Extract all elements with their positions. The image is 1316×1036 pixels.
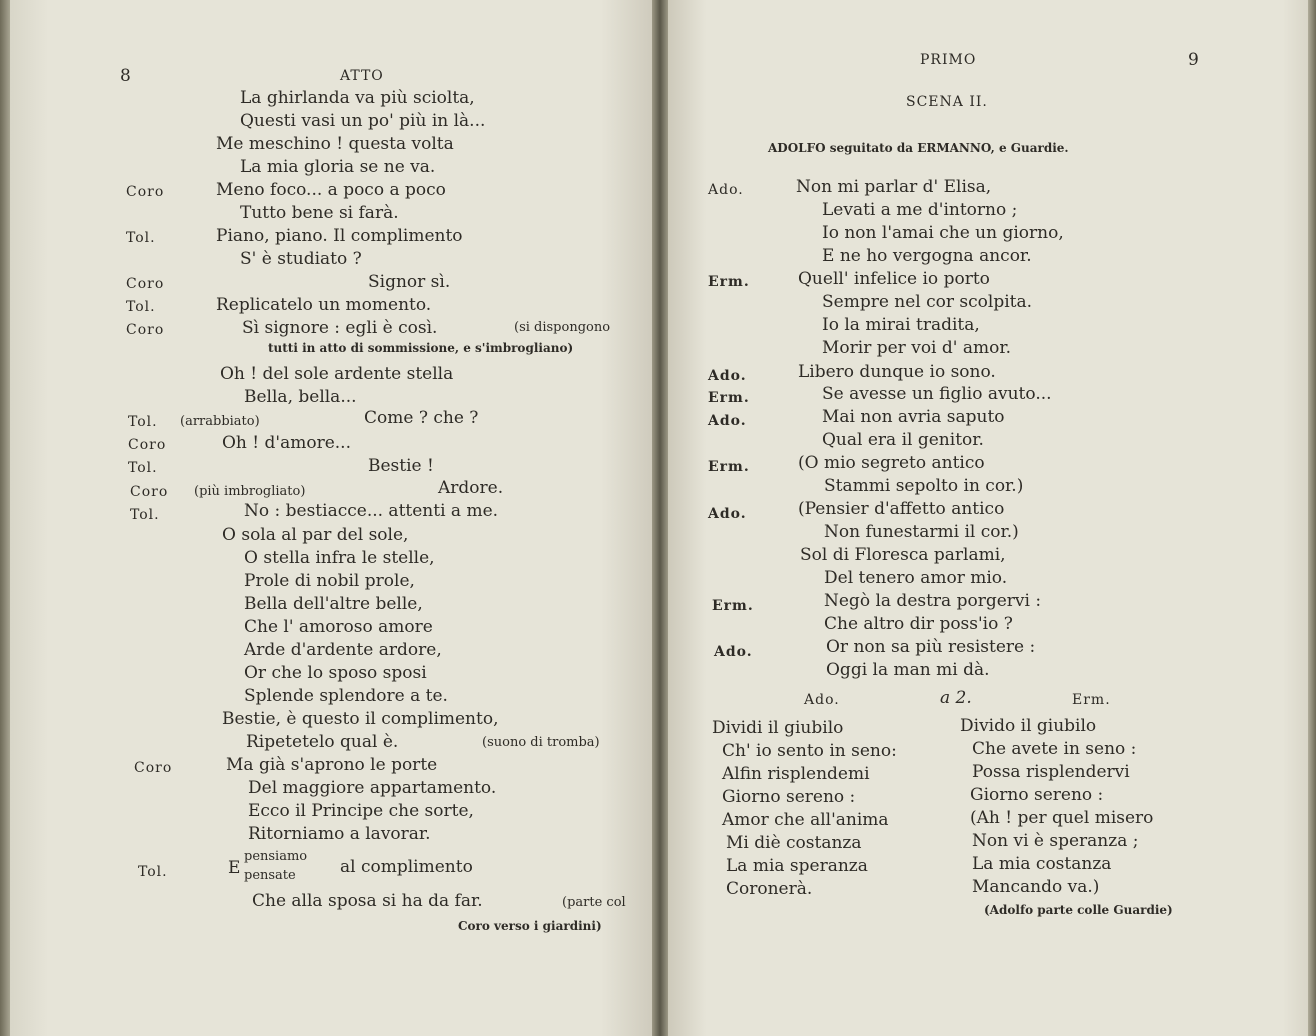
speaker-label: Tol.	[138, 864, 168, 880]
speaker-label: Ado.	[714, 644, 753, 660]
speaker-label: Tol.	[128, 414, 158, 430]
verse-line: Che alla sposa si ha da far.	[252, 891, 483, 911]
speaker-label: Ado.	[708, 368, 747, 384]
verse-line: Io la mirai tradita,	[822, 315, 980, 335]
verse-line: Me meschino ! questa volta	[216, 134, 454, 154]
duet-line-right: Giorno sereno :	[970, 785, 1104, 805]
duet-line-right: Non vi è speranza ;	[972, 831, 1139, 851]
verse-line: Oggi la man mi dà.	[826, 660, 990, 680]
stage-direction: ADOLFO seguitato da ERMANNO, e Guardie.	[768, 141, 1069, 155]
verse-line: Io non l'amai che un giorno,	[822, 223, 1064, 243]
verse-line: E ne ho vergogna ancor.	[822, 246, 1032, 266]
duet-line-left: Mi diè costanza	[726, 833, 862, 853]
verse-line: Non mi parlar d' Elisa,	[796, 177, 992, 197]
speaker-label: Erm.	[708, 459, 750, 475]
duet-line-right: La mia costanza	[972, 854, 1112, 874]
speaker-label: Tol.	[128, 460, 158, 476]
speaker-label: Erm.	[712, 598, 754, 614]
verse-line: Qual era il genitor.	[822, 430, 984, 450]
verse-line: Del tenero amor mio.	[824, 568, 1008, 588]
duet-line-left: Alfin risplendemi	[722, 764, 870, 784]
duet-line-right: Possa risplendervi	[972, 762, 1130, 782]
verse-line: Sempre nel cor scolpita.	[822, 292, 1033, 312]
verse-line: S' è studiato ?	[240, 249, 362, 269]
verse-line: E	[228, 858, 241, 878]
speaker-label: Coro	[126, 276, 165, 292]
book-edge-left	[0, 0, 10, 1036]
duet-line-left: La mia speranza	[726, 856, 868, 876]
verse-line: Sì signore : egli è così.	[242, 318, 438, 338]
verse-line: Arde d'ardente ardore,	[244, 640, 442, 660]
verse-line: Piano, piano. Il complimento	[216, 226, 463, 246]
verse-variant: pensate	[244, 868, 296, 883]
speaker-label: Tol.	[130, 507, 160, 523]
verse-line: Meno foco... a poco a poco	[216, 180, 446, 200]
verse-line: Mai non avria saputo	[822, 407, 1005, 427]
duet-marker: a 2.	[940, 688, 972, 708]
verse-line: Quell' infelice io porto	[798, 269, 990, 289]
verse-line: (O mio segreto antico	[798, 453, 985, 473]
stage-direction: (suono di tromba)	[482, 735, 600, 750]
verse-line: Libero dunque io sono.	[798, 362, 996, 382]
verse-line: Se avesse un figlio avuto...	[822, 384, 1052, 404]
speaker-label: Ado.	[708, 182, 744, 198]
verse-line: Ecco il Principe che sorte,	[248, 801, 474, 821]
book-edge-right	[1308, 0, 1316, 1036]
running-head: PRIMO	[920, 52, 977, 68]
duet-line-left: Coronerà.	[726, 879, 813, 899]
verse-line: Bella, bella...	[244, 387, 357, 407]
verse-line: No : bestiacce... attenti a me.	[244, 501, 499, 521]
stage-direction: (Adolfo parte colle Guardie)	[984, 903, 1173, 917]
verse-line: Levati a me d'intorno ;	[822, 200, 1018, 220]
stage-direction: Coro verso i giardini)	[458, 919, 602, 933]
verse-line: Che l' amoroso amore	[244, 617, 433, 637]
right-page	[668, 0, 1308, 1036]
duet-line-left: Giorno sereno :	[722, 787, 856, 807]
verse-line: al complimento	[340, 857, 473, 877]
speaker-label: Coro	[130, 484, 169, 500]
verse-line: Ma già s'aprono le porte	[226, 755, 438, 775]
verse-line: Stammi sepolto in cor.)	[824, 476, 1024, 496]
verse-line: O sola al par del sole,	[222, 525, 409, 545]
duet-line-left: Ch' io sento in seno:	[722, 741, 897, 761]
verse-line: Ardore.	[438, 478, 504, 498]
verse-line: Oh ! del sole ardente stella	[220, 364, 454, 384]
verse-line: O stella infra le stelle,	[244, 548, 435, 568]
verse-line: Morir per voi d' amor.	[822, 338, 1012, 358]
stage-direction: (più imbrogliato)	[194, 484, 306, 499]
page-number: 9	[1188, 50, 1199, 70]
verse-line: Prole di nobil prole,	[244, 571, 415, 591]
stage-direction: (parte col	[562, 895, 626, 910]
speaker-label: Coro	[128, 437, 167, 453]
verse-line: (Pensier d'affetto antico	[798, 499, 1005, 519]
duet-line-right: Mancando va.)	[972, 877, 1100, 897]
verse-line: Del maggiore appartamento.	[248, 778, 497, 798]
duet-line-right: Che avete in seno :	[972, 739, 1137, 759]
speaker-label: Erm.	[708, 274, 750, 290]
stage-direction: (arrabbiato)	[180, 414, 260, 429]
verse-line: Negò la destra porgervi :	[824, 591, 1042, 611]
verse-line: Come ? che ?	[364, 408, 479, 428]
stage-direction: tutti in atto di sommissione, e s'imbrogliano)	[268, 341, 574, 355]
verse-line: Splende splendore a te.	[244, 686, 448, 706]
verse-variant: pensiamo	[244, 849, 308, 864]
verse-line: Replicatelo un momento.	[216, 295, 432, 315]
speaker-label: Ado.	[708, 506, 747, 522]
page-number: 8	[120, 66, 131, 86]
duet-speaker: Erm.	[1072, 692, 1111, 708]
duet-line-right: Divido il giubilo	[960, 716, 1097, 736]
duet-line-left: Amor che all'anima	[722, 810, 889, 830]
duet-line-left: Dividi il giubilo	[712, 718, 844, 738]
verse-line: Bestie !	[368, 456, 434, 476]
speaker-label: Ado.	[708, 413, 747, 429]
speaker-label: Tol.	[126, 230, 156, 246]
speaker-label: Erm.	[708, 390, 750, 406]
verse-line: Bestie, è questo il complimento,	[222, 709, 499, 729]
verse-line: Ripetetelo qual è.	[246, 732, 399, 752]
verse-line: Or non sa più resistere :	[826, 637, 1036, 657]
verse-line: Sol di Floresca parlami,	[800, 545, 1006, 565]
book-gutter	[652, 0, 668, 1036]
verse-line: Oh ! d'amore...	[222, 433, 351, 453]
running-head: ATTO	[340, 68, 384, 84]
scene-heading: SCENA II.	[906, 94, 988, 110]
speaker-label: Tol.	[126, 299, 156, 315]
verse-line: Questi vasi un po' più in là...	[240, 111, 486, 131]
verse-line: Signor sì.	[368, 272, 451, 292]
duet-line-right: (Ah ! per quel misero	[970, 808, 1154, 828]
verse-line: La mia gloria se ne va.	[240, 157, 436, 177]
verse-line: La ghirlanda va più sciolta,	[240, 88, 475, 108]
verse-line: Non funestarmi il cor.)	[824, 522, 1019, 542]
verse-line: Bella dell'altre belle,	[244, 594, 423, 614]
duet-speaker: Ado.	[804, 692, 840, 708]
verse-line: Or che lo sposo sposi	[244, 663, 427, 683]
verse-line: Tutto bene si farà.	[240, 203, 399, 223]
speaker-label: Coro	[126, 184, 165, 200]
verse-line: Ritorniamo a lavorar.	[248, 824, 431, 844]
verse-line: Che altro dir poss'io ?	[824, 614, 1013, 634]
stage-direction: (si dispongono	[514, 320, 611, 335]
speaker-label: Coro	[134, 760, 173, 776]
left-page	[10, 0, 652, 1036]
speaker-label: Coro	[126, 322, 165, 338]
